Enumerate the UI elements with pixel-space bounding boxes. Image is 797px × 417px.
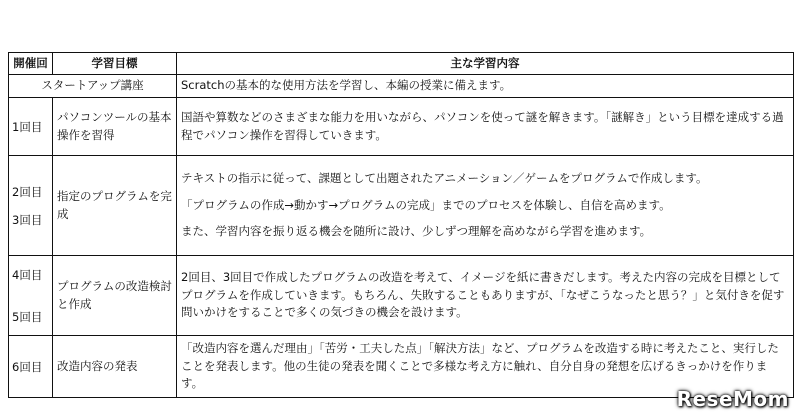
table-row [9,256,794,336]
session-label: 1回目 [12,119,43,134]
content-text: 「プログラムの作成→動かす→プログラムの完成」までのプロセスを体験し、自信を高めます。 [181,197,671,212]
content-text: 国語や算数などのさまざまな能力を用いながら、パソコンを使って謎を解きます。「謎解き」という目標を達成する過程でパソコン操作を習得していきます。 [181,109,784,142]
table-row [9,98,794,156]
goal-cell: パソコンツールの基本操作を習得 [53,98,177,156]
header-goal: 学習目標 [53,53,177,75]
session-cell [9,98,53,156]
content-cell [177,98,794,156]
session-label: 4回目 [12,267,43,282]
session-cell [9,256,53,336]
header-row [9,53,794,75]
session-cell [9,336,53,398]
startup-content: Scratchの基本的な使用方法を学習し、本編の授業に備えます。 [177,75,794,98]
content-text: 2回目、3回目で作成したプログラムの改造を考えて、イメージを紙に書きだします。考えた内容の完成を目標としてプログラムを作成していきます。もちろん、失敗することもありますが、「なぜこうなったと思う？」と気付きを促す問いかけをすることで多くの気づきの機会を設けます。 [181,269,785,320]
content-cell [177,156,794,256]
goal-cell: プログラムの改造検討と作成 [53,256,177,336]
content-text: また、学習内容を振り返る機会を随所に設け、少しずつ理解を高めながら学習を進めます。 [181,224,652,239]
session-label: 2回目 [12,184,43,199]
startup-row [9,75,794,98]
content-cell [177,256,794,336]
watermark-logo: ReseMom [676,387,789,411]
content-text: 「改造内容を選んだ理由」「苦労・工夫した点」「解決方法」など、プログラムを改造する時に考えたこと、実行したことを発表します。他の生徒の発表を聞くことで多様な考え方に触れ、自分自身の発想を広げるきっかけを作ります。 [181,340,779,391]
session-label: 5回目 [12,309,43,324]
header-session: 開催回 [9,53,53,75]
goal-cell: 改造内容の発表 [53,336,177,398]
session-label: 6回目 [12,359,43,374]
session-label: 3回目 [12,212,43,227]
table-row [9,156,794,256]
startup-label: スタートアップ講座 [9,75,177,98]
session-cell [9,156,53,256]
curriculum-table [8,52,794,398]
header-content: 主な学習内容 [177,53,794,75]
content-text: テキストの指示に従って、課題として出題されたアニメーション／ゲームをプログラムで作成します。 [181,170,708,185]
goal-cell: 指定のプログラムを完成 [53,156,177,256]
